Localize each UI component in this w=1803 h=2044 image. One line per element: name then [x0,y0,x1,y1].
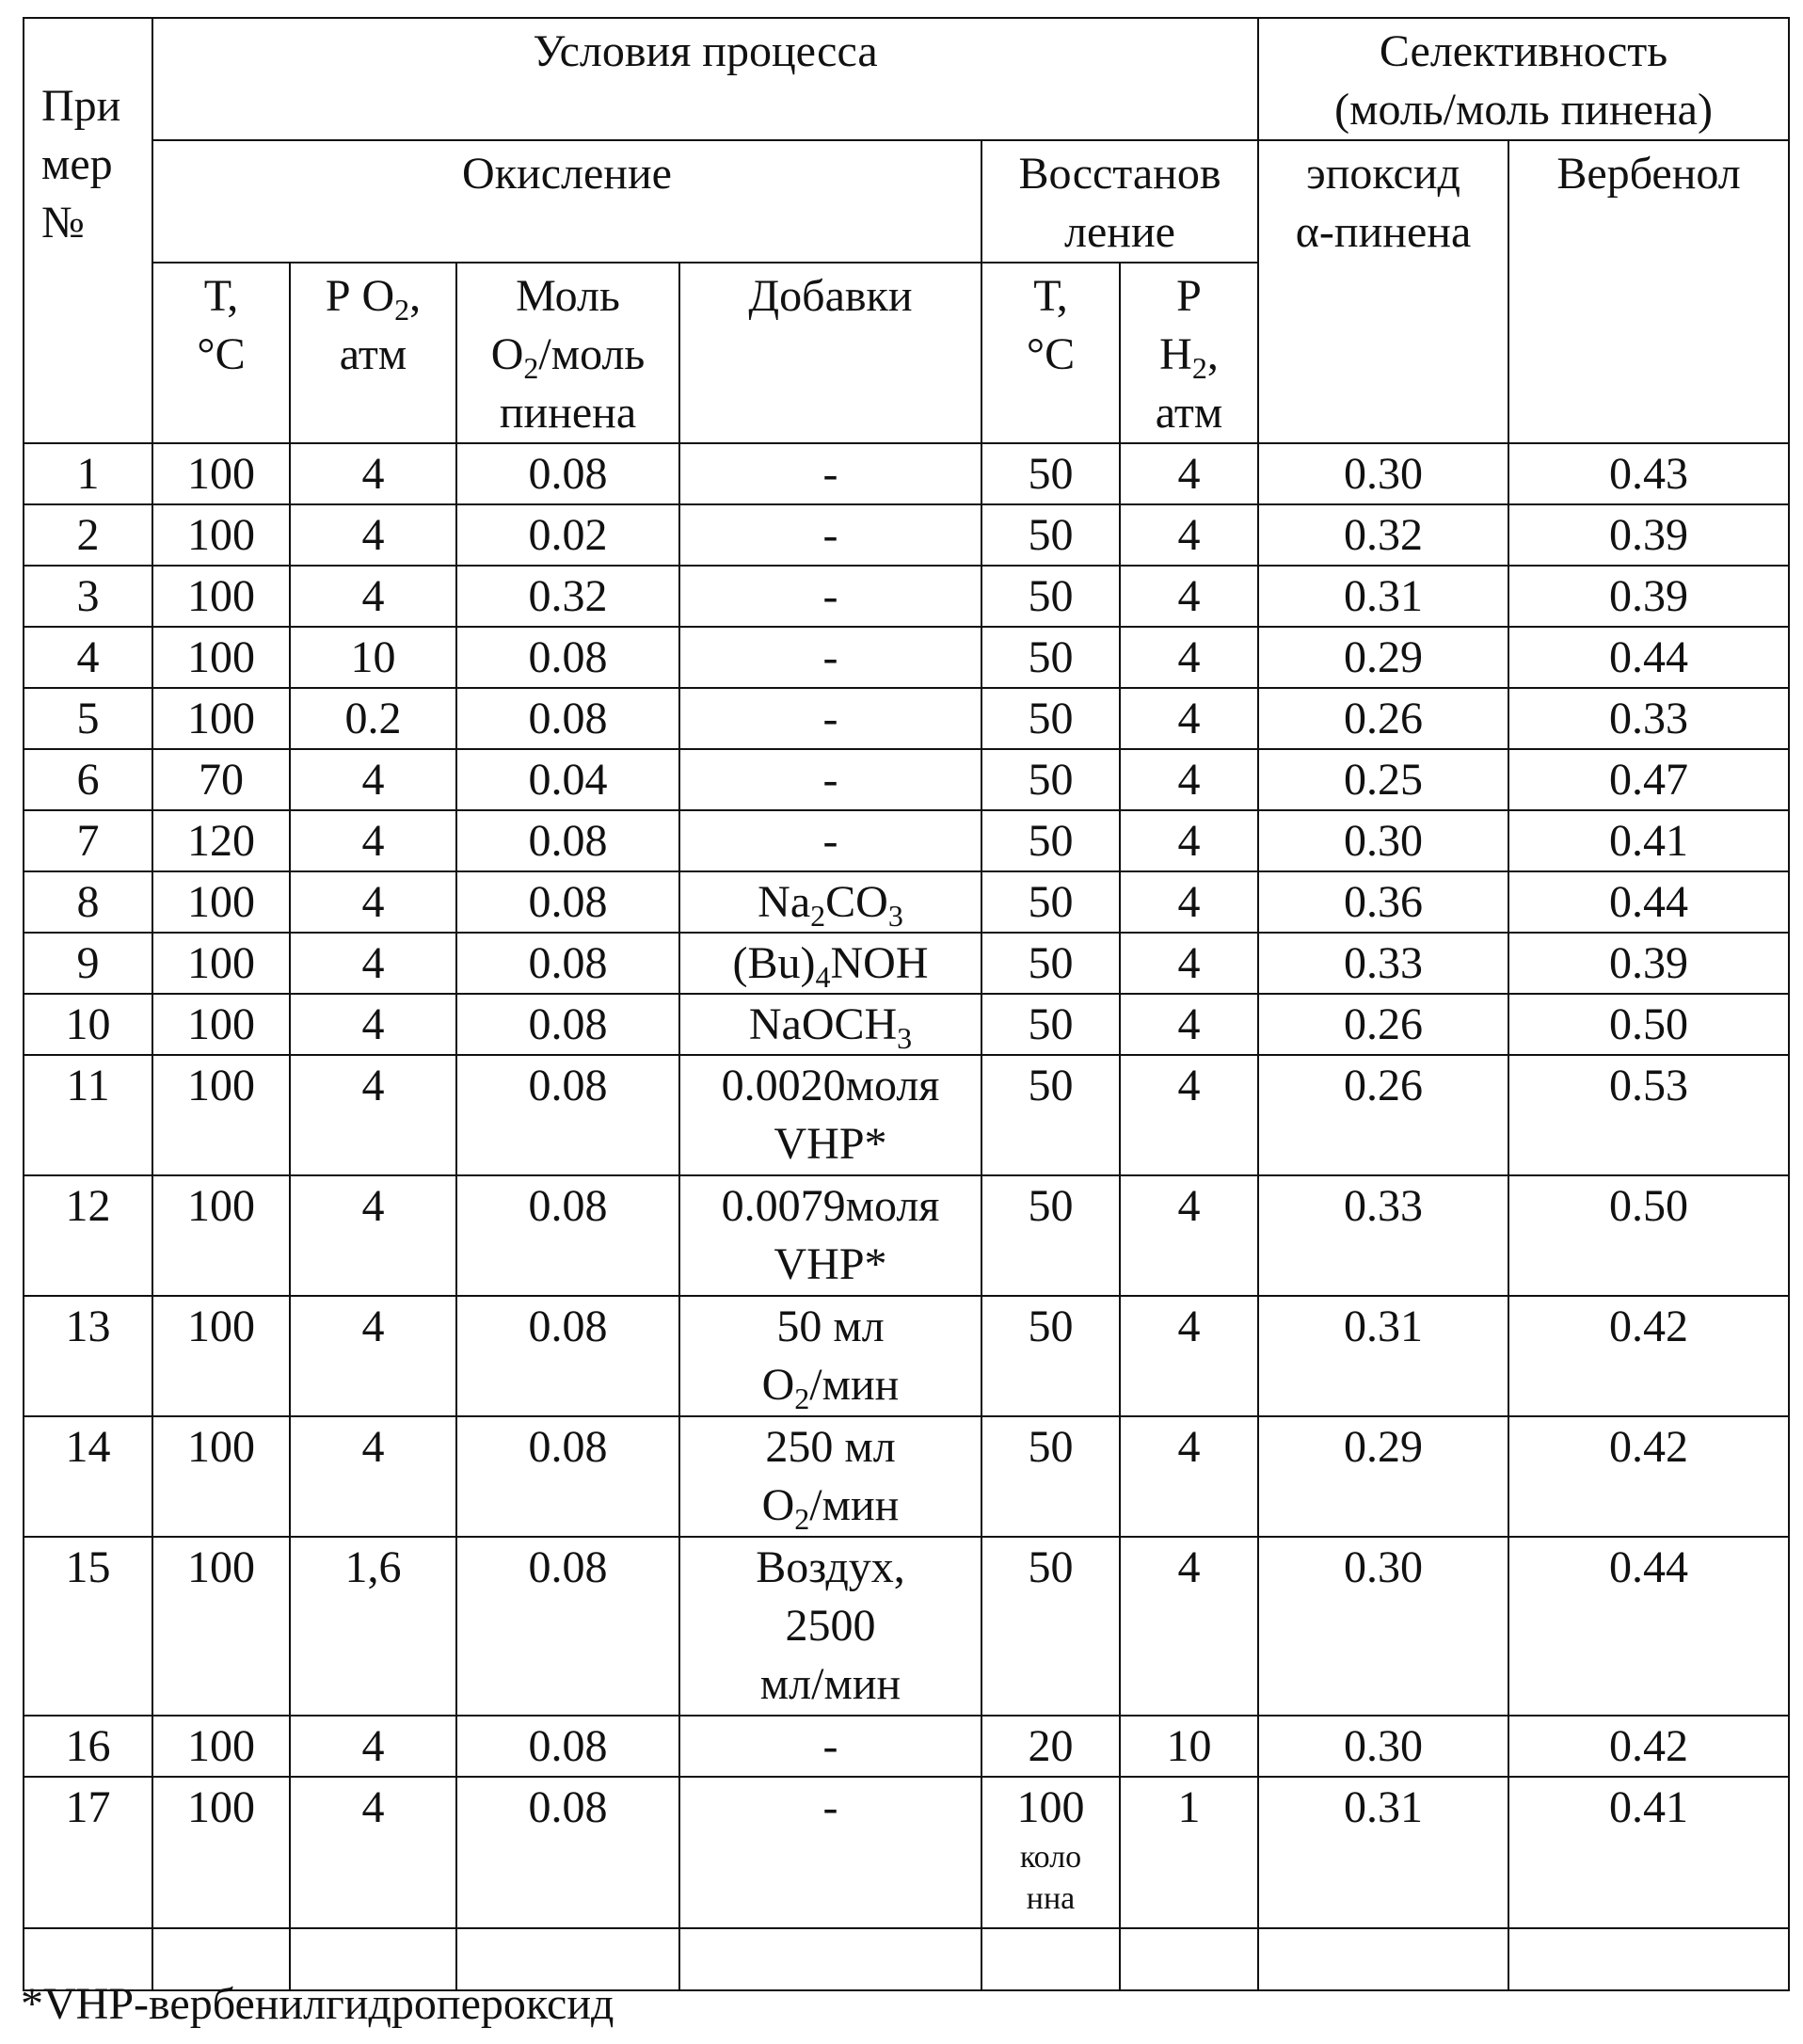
ox-pressure: 4 [290,1416,456,1537]
verbenol-selectivity: 0.44 [1508,871,1789,933]
table-row [24,1777,1789,1928]
reduction-header: Восстанов ление [981,140,1258,263]
additive: - [679,566,981,627]
red-temperature: 50 [981,504,1120,566]
epoxide-selectivity: 0.33 [1258,933,1508,994]
epoxide-selectivity: 0.31 [1258,1777,1508,1928]
ox-pressure: 1,6 [290,1537,456,1716]
example-number: 8 [24,871,152,933]
empty-cell [679,1928,981,1990]
red-temperature-header: Т, °С [981,263,1120,443]
additive: - [679,504,981,566]
red-temperature: 50 [981,627,1120,688]
ox-mol-ratio: 0.02 [456,504,679,566]
example-number: 16 [24,1716,152,1777]
additive: 50 мл O2/мин [679,1296,981,1416]
footnote: *VHP-вербенилгидропероксид [21,1978,614,2031]
red-temperature: 50 [981,1296,1120,1416]
epoxide-selectivity: 0.32 [1258,504,1508,566]
red-temperature: 20 [981,1716,1120,1777]
ox-pressure: 4 [290,933,456,994]
ox-pressure: 4 [290,1296,456,1416]
verbenol-selectivity: 0.42 [1508,1296,1789,1416]
additive: 0.0020моля VHP* [679,1055,981,1175]
additive: - [679,443,981,504]
ox-mol-ratio: 0.08 [456,933,679,994]
ox-mol-ratio: 0.08 [456,1296,679,1416]
table-row [24,871,1789,933]
red-temperature: 50 [981,749,1120,810]
example-number: 9 [24,933,152,994]
verbenol-selectivity: 0.47 [1508,749,1789,810]
example-number: 14 [24,1416,152,1537]
ox-pressure: 4 [290,1777,456,1928]
red-temperature: 50 [981,1055,1120,1175]
verbenol-selectivity: 0.50 [1508,1175,1789,1296]
example-number: 13 [24,1296,152,1416]
table-row [24,1537,1789,1716]
table-row [24,1175,1789,1296]
ox-pressure: 4 [290,443,456,504]
additives-header: Добавки [679,263,981,443]
additive: - [679,688,981,749]
verbenol-selectivity: 0.33 [1508,688,1789,749]
example-number: 1 [24,443,152,504]
ox-mol-ratio: 0.08 [456,1055,679,1175]
red-pressure: 4 [1120,688,1258,749]
verbenol-selectivity: 0.41 [1508,810,1789,871]
ox-temperature: 100 [152,566,290,627]
table-row [24,627,1789,688]
epoxide-selectivity: 0.26 [1258,994,1508,1055]
example-number: 17 [24,1777,152,1928]
additive: Воздух, 2500 мл/мин [679,1537,981,1716]
table-row [24,566,1789,627]
ox-mol-ratio: 0.08 [456,810,679,871]
table-body [24,443,1789,1990]
ox-mol-ratio: 0.08 [456,627,679,688]
empty-cell [981,1928,1120,1990]
verbenol-selectivity: 0.42 [1508,1716,1789,1777]
ox-temperature: 100 [152,994,290,1055]
additive: 0.0079моля VHP* [679,1175,981,1296]
example-number: 3 [24,566,152,627]
additive: - [679,810,981,871]
table-row [24,1055,1789,1175]
ox-mol-ratio: 0.08 [456,1537,679,1716]
ox-temperature-header: Т, °С [152,263,290,443]
ox-mol-ratio: 0.08 [456,688,679,749]
epoxide-selectivity: 0.29 [1258,627,1508,688]
empty-cell [1258,1928,1508,1990]
red-temperature: 50 [981,810,1120,871]
table-row [24,994,1789,1055]
red-temperature: 50 [981,688,1120,749]
oxidation-header: Окисление [152,140,981,263]
red-pressure: 4 [1120,566,1258,627]
red-pressure: 4 [1120,504,1258,566]
epoxide-selectivity: 0.30 [1258,1716,1508,1777]
ox-mol-ratio: 0.08 [456,1716,679,1777]
ox-temperature: 100 [152,1296,290,1416]
ox-mol-ratio: 0.04 [456,749,679,810]
red-temperature: 50 [981,994,1120,1055]
example-number: 4 [24,627,152,688]
ox-pressure: 4 [290,810,456,871]
ox-temperature: 100 [152,1416,290,1537]
ox-pressure: 4 [290,1716,456,1777]
verbenol-selectivity: 0.39 [1508,504,1789,566]
verbenol-selectivity: 0.44 [1508,1537,1789,1716]
process-conditions-header: Условия процесса [152,18,1258,140]
verbenol-selectivity: 0.41 [1508,1777,1789,1928]
red-pressure: 4 [1120,994,1258,1055]
ox-pressure: 4 [290,566,456,627]
example-number: 6 [24,749,152,810]
example-number: 11 [24,1055,152,1175]
epoxide-selectivity: 0.30 [1258,443,1508,504]
ox-temperature: 100 [152,1716,290,1777]
ox-pressure: 4 [290,749,456,810]
ox-pressure: 10 [290,627,456,688]
selectivity-header: Селективность (моль/моль пинена) [1258,18,1789,140]
additive: 250 мл O2/мин [679,1416,981,1537]
ox-mol-ratio: 0.08 [456,1777,679,1928]
verbenol-selectivity: 0.39 [1508,933,1789,994]
verbenol-selectivity: 0.42 [1508,1416,1789,1537]
red-temperature: 50 [981,443,1120,504]
red-temperature: 100 коло нна [981,1777,1120,1928]
ox-mol-ratio: 0.32 [456,566,679,627]
table-row [24,933,1789,994]
red-temperature: 50 [981,933,1120,994]
ox-temperature: 100 [152,627,290,688]
ox-temperature: 100 [152,871,290,933]
red-pressure: 4 [1120,871,1258,933]
table-row [24,688,1789,749]
epoxide-selectivity: 0.33 [1258,1175,1508,1296]
verbenol-selectivity: 0.44 [1508,627,1789,688]
example-number-header: При мер № [24,18,152,443]
example-number: 12 [24,1175,152,1296]
table-row [24,1296,1789,1416]
ox-pressure: 4 [290,1055,456,1175]
red-temperature: 50 [981,871,1120,933]
red-pressure: 4 [1120,933,1258,994]
additive: NaOCH3 [679,994,981,1055]
ox-temperature: 100 [152,1777,290,1928]
ox-temperature: 100 [152,1175,290,1296]
red-pressure: 4 [1120,1055,1258,1175]
epoxide-selectivity: 0.26 [1258,688,1508,749]
table-row [24,1716,1789,1777]
ox-pressure: 4 [290,504,456,566]
red-temperature: 50 [981,566,1120,627]
ox-temperature: 100 [152,1055,290,1175]
red-pressure: 4 [1120,749,1258,810]
epoxide-selectivity: 0.36 [1258,871,1508,933]
empty-cell [1120,1928,1258,1990]
epoxide-header: эпоксид α-пинена [1258,140,1508,443]
epoxide-selectivity: 0.25 [1258,749,1508,810]
empty-cell [1508,1928,1789,1990]
epoxide-selectivity: 0.30 [1258,810,1508,871]
verbenol-selectivity: 0.43 [1508,443,1789,504]
example-number: 10 [24,994,152,1055]
epoxide-selectivity: 0.31 [1258,1296,1508,1416]
epoxide-selectivity: 0.31 [1258,566,1508,627]
verbenol-selectivity: 0.39 [1508,566,1789,627]
additive: - [679,1716,981,1777]
red-pressure-header: Р Н2, атм [1120,263,1258,443]
ox-mol-ratio: 0.08 [456,871,679,933]
red-pressure: 4 [1120,627,1258,688]
red-pressure: 4 [1120,1537,1258,1716]
table-row [24,749,1789,810]
ox-mol-ratio: 0.08 [456,1416,679,1537]
ox-pressure: 0.2 [290,688,456,749]
ox-pressure-header: Р О2, атм [290,263,456,443]
ox-temperature: 100 [152,504,290,566]
ox-temperature: 120 [152,810,290,871]
example-number: 2 [24,504,152,566]
red-pressure: 10 [1120,1716,1258,1777]
results-table [23,17,1790,1991]
ox-mol-ratio-header: Моль О2/моль пинена [456,263,679,443]
red-pressure: 1 [1120,1777,1258,1928]
ox-mol-ratio: 0.08 [456,994,679,1055]
ox-mol-ratio: 0.08 [456,1175,679,1296]
red-pressure: 4 [1120,1175,1258,1296]
verbenol-header: Вербенол [1508,140,1789,443]
table-row [24,1416,1789,1537]
ox-temperature: 100 [152,688,290,749]
table-header [24,18,1789,443]
table-row [24,504,1789,566]
red-temperature: 50 [981,1537,1120,1716]
red-temperature: 50 [981,1175,1120,1296]
example-number: 7 [24,810,152,871]
additive: - [679,627,981,688]
red-pressure: 4 [1120,1416,1258,1537]
verbenol-selectivity: 0.50 [1508,994,1789,1055]
red-pressure: 4 [1120,1296,1258,1416]
ox-pressure: 4 [290,871,456,933]
epoxide-selectivity: 0.30 [1258,1537,1508,1716]
additive: (Bu)4NOH [679,933,981,994]
example-number: 5 [24,688,152,749]
red-pressure: 4 [1120,443,1258,504]
epoxide-selectivity: 0.26 [1258,1055,1508,1175]
verbenol-selectivity: 0.53 [1508,1055,1789,1175]
additive: - [679,749,981,810]
ox-pressure: 4 [290,994,456,1055]
ox-temperature: 70 [152,749,290,810]
additive: Na2CO3 [679,871,981,933]
red-pressure: 4 [1120,810,1258,871]
ox-temperature: 100 [152,1537,290,1716]
ox-temperature: 100 [152,933,290,994]
additive: - [679,1777,981,1928]
red-temperature: 50 [981,1416,1120,1537]
ox-mol-ratio: 0.08 [456,443,679,504]
epoxide-selectivity: 0.29 [1258,1416,1508,1537]
table-row [24,810,1789,871]
example-number: 15 [24,1537,152,1716]
ox-temperature: 100 [152,443,290,504]
table-row [24,443,1789,504]
ox-pressure: 4 [290,1175,456,1296]
